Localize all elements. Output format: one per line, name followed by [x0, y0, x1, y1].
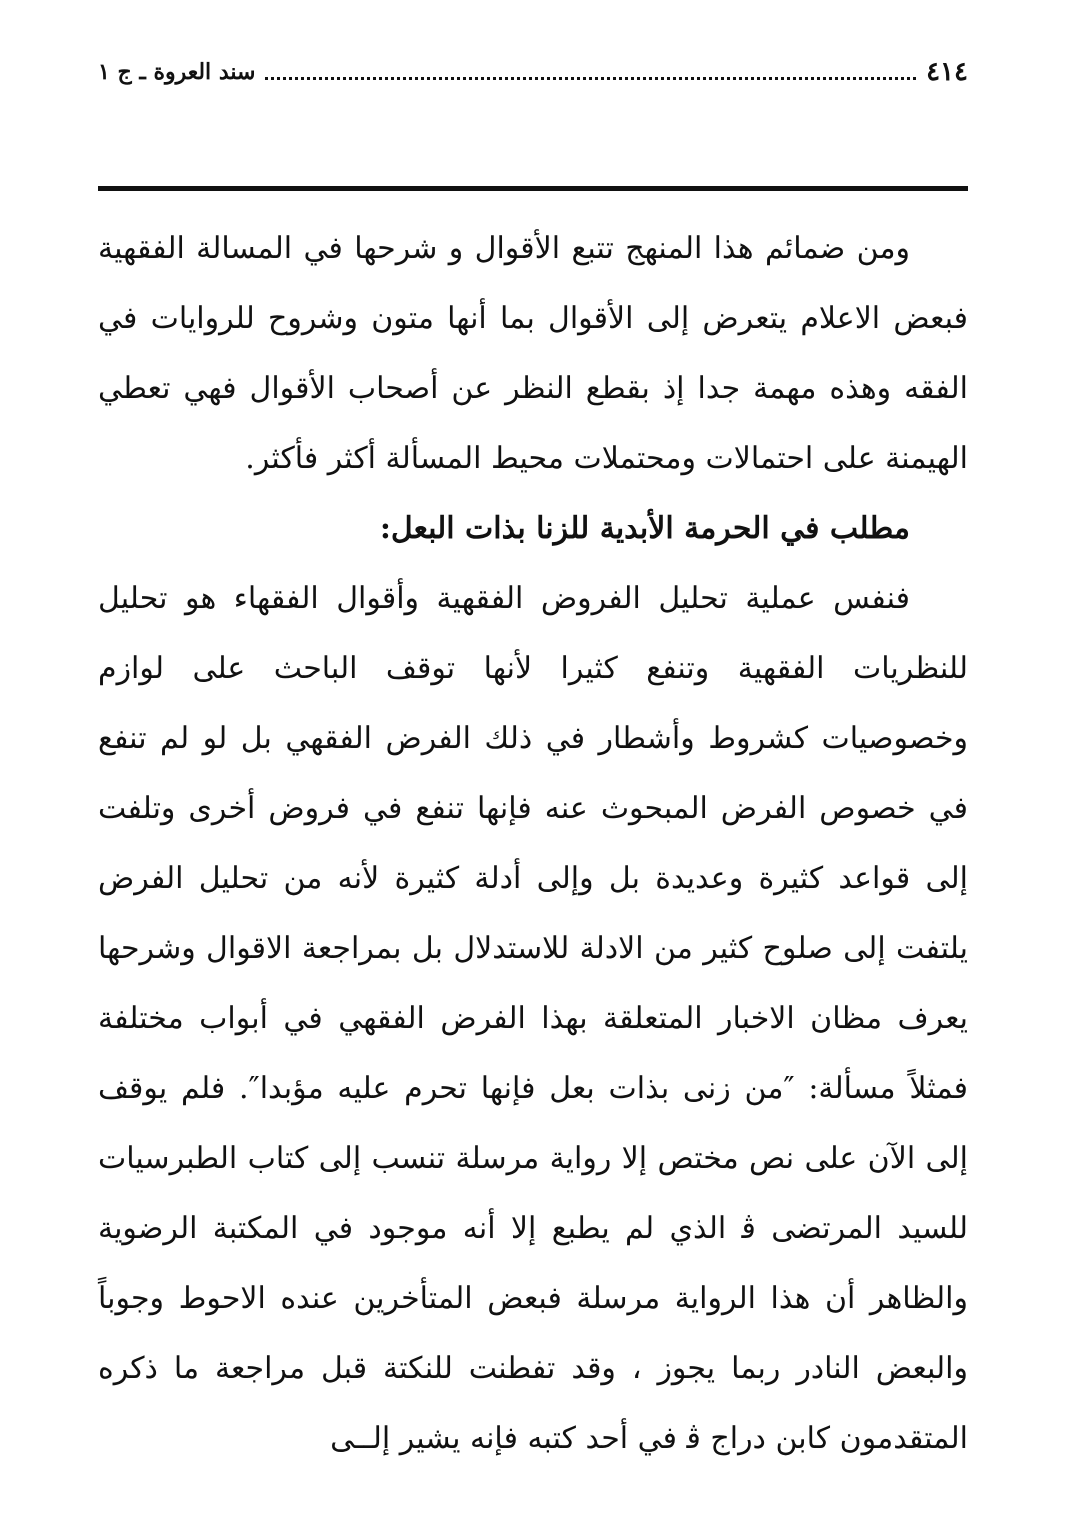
header-divider: [98, 186, 968, 191]
dotted-leader: [265, 77, 916, 80]
page-number: ٤١٤: [926, 57, 968, 87]
body-text: [98, 214, 968, 1474]
paragraph-main: فنفس عملية تحليل الفروض الفقهية وأقوال الفقهاء هو تحليل للنظريات الفقهية وتنفع كثيرا لأنها توقف الباحث على لوازم وخصوصيات كشروط وأشطار في ذلك الفرض الفقهي بل لو لم تنفع في خصوص الفرض المبحوث عنه فإنها تنفع في فروض أخرى وتلفت إلى قواعد كثيرة وعديدة بل وإلى أدلة كثيرة لأنه من تحليل الفرض يلتفت إلى صلوح كثير من الادلة للاستدلال بل بمراجعة الاقوال وشرحها يعرف مظان الاخبار المتعلقة بهذا الفرض الفقهي في أبواب مختلفة فمثلاً مسألة: ″من زنى بذات بعل فإنها تحرم عليه مؤبدا″. فلم يوقف إلى الآن على نص مختص إلا رواية مرسلة تنسب إلى كتاب الطبرسيات للسيد المرتضى ﭬ الذي لم يطبع إلا أنه موجود في المكتبة الرضوية والظاهر أن هذا الرواية مرسلة فبعض المتأخرين عنده الاحوط وجوباً والبعض النادر ربما يجوز ، وقد تفطنت للنكتة قبل مراجعة ما ذكره المتقدمون كابن دراج ﭬ في أحد كتبه فإنه يشير إلــى: [98, 581, 968, 1456]
running-header: [98, 52, 968, 92]
paragraph-intro: ومن ضمائم هذا المنهج تتبع الأقوال و شرحها في المسالة الفقهية فبعض الاعلام يتعرض إلى الأقوال بما أنها متون وشروح للروايات في الفقه وهذه مهمة جدا إذ بقطع النظر عن أصحاب الأقوال فهي تعطي الهيمنة على احتمالات ومحتملات محيط المسألة أكثر فأكثر.: [98, 231, 968, 476]
section-heading: مطلب في الحرمة الأبدية للزنا بذات البعل:: [379, 511, 910, 546]
book-title: سند العروة ـ ج ١: [98, 59, 256, 85]
